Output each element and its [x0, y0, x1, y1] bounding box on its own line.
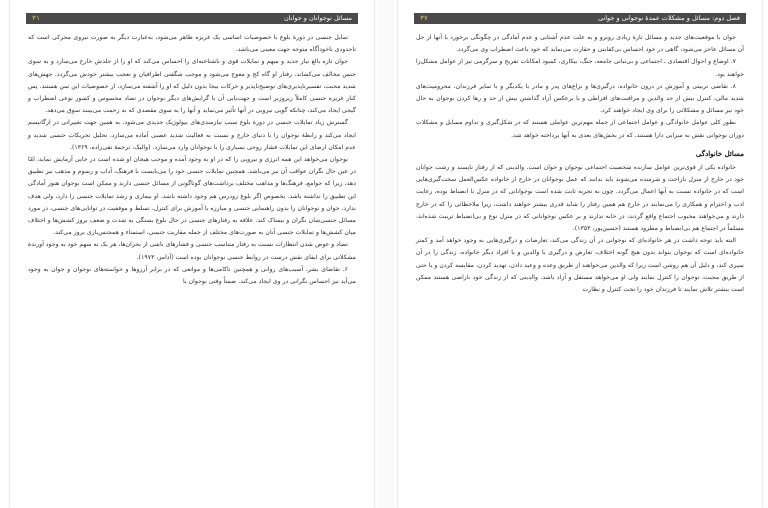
paragraph: بطور کلی عوامل خانوادگی و عوامل اجتماعی از جمله مهم‌ترین عواملی هستند که در شکل‌گیری و تداوم مسایل و مشکلات دوران نوجوانی نقش به سزایی دارا هستند. که در بخش‌های بعدی به آنها پرداخته خواهد شد.	[416, 119, 744, 139]
paragraph: خانواده یکی از قوی‌ترین عوامل سازنده شخصیت اجتماعی نوجوان و جوان است. والدینی که از رفتار ناپسند و زشت جوانان خود در خارج از منزل ناراحت و شرمنده می‌شوند باید بدانند که عمل نوجوانان در خارج از خانواده عکس‌العمل سخت‌گیری‌هایی است که در خانواده نسبت به آنها اعمال می‌گردد. چون به تجربه ثابت شده است نوجوانانی که در منزل با انضباط بوده، رعایت ادب و احترام و همکاری را می‌نمایند در خارج هم همین رفتار را شاید قدری بیشتر خواهند داشت، زیرا ملاحظاتی را که در خارج دارند و می‌خواهند محبوب اجتماع واقع گردند، در خانه ندارند و بر عکس نوجوانانی که در منزل نوع و بی‌انضباط تربیت شده‌اند، مسلماً در اجتماع هم بی‌انضباط و مطرود هستند (حسین‌پور، ۱۳۵۳).	[416, 164, 744, 233]
right-page-header	[414, 13, 746, 24]
paragraph: نوجوان می‌خواهد این همه انرژی و نیرویی را که در او به وجود آمده و موجب هیجان او شده است در جایی آزمایش نماید، امّا در عین حال نگران عواقب آن نیز می‌باشد. همچنین تمایلات جنسی خود را می‌بایست با فرهنگ، آداب و رسوم و مذهب نیز تطبیق دهد، زیرا که جوامع، فرهنگ‌ها و مذاهب مختلف برداشت‌های گوناگونی از مسائل جنسی دارند و ممکن است نوجوان هنوز آمادگی این تطبیق را نداشته باشد. بخصوص اگر بلوغ زودرس هم وجود داشته باشد، او بیماری و رشد تمایلات جنسی را دارد، ولی هدف ندارد. جوان و نوجوانان را بدون راهنمایی جنسی و مبارزه با آموزش برای کنترل، تسلط و موفقیت در توانایی‌های جنسی، در مورد مسائل جنسی‌شان نگران و بیمناک کند. علاقه به رفتارهای جنسی در حال بلوغ بستگی به شدت و ضعف بروز کشش‌ها و اختلاف میان کشش‌ها و تمایلات جنسی آنان به صورت‌های مختلف از جمله مقاربت جنسی، استمناء و همجنس‌بازی بروز می‌کند.	[28, 156, 356, 237]
paragraph: جوان با موقعیت‌های جدید و مسائل تازهٔ زیادی روبرو و به علت عدم آشنایی و عدم آمادگی در چگونگی برخورد با آنها از حل آن مسائل عاجز می‌شود، گاهی در خود احساس بی‌کفایتی و حقارت می‌نماید که خود باعث اضطراب وی می‌گردد.	[416, 34, 744, 54]
page-gutter	[378, 0, 394, 508]
right-page-body	[416, 32, 744, 502]
paragraph: گسترش زیاد تمایلات جنسی در دورهٔ بلوغ سبب نیازمندی‌های بیولوژیک جدیدی می‌شود. به همین جهت تغییراتی در ارگانیسم ایجاد می‌کند و رابطهٔ نوجوان را با دنیای خارج و نسبت به فعالیت شدید عصبی آماده می‌سازد. تحلیل تحریکات جنسی شدید و عدم امکان ارضای این تمایلات فشار روحی بسیاری را با نوجوانان وارد می‌سازد. (والیک، ترجمهٔ تقی‌زاده، ۱۳۶۹).	[28, 119, 356, 151]
left-page-number: ۳۱	[32, 14, 40, 22]
right-page-number: ۳۷	[420, 14, 428, 22]
paragraph: تضاد و عوض شدن انتظارات نسبت به رفتار متناسب جنسی و فشارهای ناشی از بحران‌ها، هر یک به سهم خود به وجود آورندهٔ مشکلاتی برای ایفای نقش درست در روابط جنسی نوجوانان بوده است (آدامز، ۱۹۷۳).	[28, 241, 356, 261]
paragraph: البته باید توجه داشت در هر خانواده‌ای که نوجوانی در آن زندگی می‌کند، تعارضات و درگیری‌هایی به وجود خواهد آمد و کمتر خانواده‌ای است که نوجوان بتواند بدون هیچ گونه اختلاف، تعارض و درگیری با والدین و یا افراد دیگر خانواده، زندگی را در آن سپری کند، و دلیل آن هم روشن است زیرا که والدین می‌خواهند از طریق وعده و وعید دادن، تهدید کردن، مقایسه کردن و یا حتی از طریق محبت، نوجوان را کنترل نمایند ولی او می‌خواهد مستقل و آزاد باشد. والدینی که از زندگی خود ناراضی هستند ممکن است بیشتر تلاش نمایند تا فرزندان خود را تحت کنترل و نظارت	[416, 237, 744, 294]
list-item: ۸. تقاضی تربیتی و آموزش در درون خانواده، درگیری‌ها و نزاع‌های پدر و مادر با یکدیگر و با سایر فرزندان، محرومیت‌های شدید مالی، کنترل بیش از حد والدین و مراقبت‌های افراطی و یا برعکس آزاد گذاشتن بیش از حد و رها کردن نوجوان به حال خود نیز مسائل و مشکلاتی را برای وی ایجاد خواهند کرد.	[416, 82, 744, 115]
right-page	[398, 0, 762, 508]
left-header-title: مسائل نوجوانان و جوانان	[284, 14, 352, 22]
section-heading: مسائل خانوادگی	[695, 148, 744, 158]
list-item: ۷. اوضاع و احوال اقتصادی ـ اجتماعی و بی‌ثباتی جامعه، جنگ، بیکاری، کمبود امکانات تفریح و سرگرمی نیز از عوامل مشکل‌زا خواهند بود.	[416, 58, 744, 78]
paragraph: تمایل جنسی در دورهٔ بلوغ با خصوصیات اساسی یک غریزه ظاهر می‌شود، به‌عبارت دیگر به صورت نیروی محرکی است که تاحدودی ناخودآگاه متوجه جهت معینی می‌باشد.	[28, 34, 356, 54]
left-page	[10, 0, 374, 508]
paragraph: جوان تازه بالغ نیاز جدید و مبهم و تمایلات قوی و ناشناخته‌ای را احساس می‌کند که او را از جلدش خارج می‌سازد و به سوی جنس مخالف می‌کشاند. رفتار او گاه کج و معوج می‌شود و موجب شگفتی اطرافیان و تعجب بیشتر خودش می‌گردد. جهش‌های شدید محبت، تفسیرناپذیری‌های توضیح‌ناپذیر و حرکات بیجا بدون دلیل که او را آشفته می‌سازد، از خصوصیات این سن هستند. پس کنار غریزه جنسی کاملاً زیروزبر است و جهت‌یابی آن با گرایش‌های دیگر نوجوان در تضاد محسوس و کشور نوعی اضطراب و گیجی ایجاد می‌کند، چنانکه گویی نیرویی در آنها تأثیر می‌نماید و آنها را به سوی مقصدی که به زحمت می‌بینند سوق می‌دهد.	[28, 58, 356, 115]
right-header-title: فصل دوم: مسائل و مشکلات عمدهٔ نوجوانی و جوانی	[597, 14, 740, 22]
left-page-header	[26, 13, 358, 24]
left-page-body	[28, 32, 356, 502]
paragraph: ۶. تقاضای بشر، آسیب‌های روانی و همچنین ناکامی‌ها و موانعی که در برابر آرزوها و خواسته‌های نوجوان و جوان به وجود می‌آید نیز احساس نگرانی در وی ایجاد می‌کند. ضمناً وقتی نوجوان یا	[28, 265, 356, 286]
